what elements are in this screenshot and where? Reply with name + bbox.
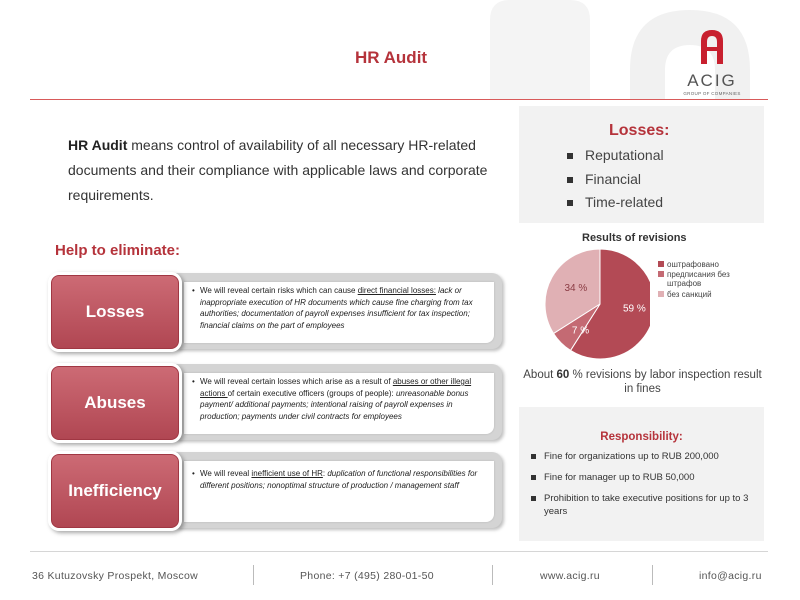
losses-pill-label: Losses (85, 302, 145, 321)
revisions-pie-chart (530, 248, 770, 370)
footer-website-link[interactable]: www.acig.ru (540, 570, 600, 582)
legend-label: предписания без штрафов (667, 270, 730, 288)
abuses-pill-label: Abuses (84, 393, 146, 412)
inefficiency-description-panel (176, 452, 502, 528)
losses-description-lead: We will reveal certain risks which can cause (200, 286, 358, 295)
bullet-icon: • (192, 469, 195, 478)
inefficiency-description-detail: duplication of functional responsibilities for different positions; nonoptimal structure of production / management staff (200, 469, 478, 490)
losses-description-detail: lack or inappropriate execution of HR documents which cause fine charging from tax authorities; documentation of payroll expenses insufficient for tax inspection; financial claims on the part of employees (200, 286, 473, 330)
legend-label: оштрафовано (667, 260, 719, 269)
square-bullet-icon (567, 177, 573, 183)
bullet-icon: • (192, 377, 195, 386)
footer-divider (30, 551, 768, 552)
square-bullet-icon (531, 454, 536, 459)
legend-swatch (658, 261, 664, 267)
footer-separator (253, 565, 254, 585)
company-logo (682, 28, 742, 96)
losses-list-item (567, 144, 664, 168)
inefficiency-pill-label: Inefficiency (68, 481, 162, 500)
responsibility-item (531, 471, 759, 484)
losses-description-panel (176, 273, 502, 349)
responsibility-title: Responsibility: (600, 431, 683, 443)
losses-item-label: Financial (585, 170, 642, 187)
help-row-inefficiency (48, 451, 504, 531)
losses-list-item (567, 191, 664, 215)
revisions-summary (520, 368, 765, 396)
help-row-losses (48, 272, 504, 352)
intro-term: HR Audit (68, 137, 128, 153)
abuses-pill (48, 363, 182, 443)
inefficiency-description-lead: We will reveal (200, 469, 252, 478)
intro-text: means control of availability of all necessary HR-related documents and their compliance with applicable laws and corporate requirements. (68, 137, 488, 203)
legend-label: без санкций (667, 290, 712, 299)
footer-email-link[interactable]: info@acig.ru (699, 570, 762, 582)
responsibility-item-label: Fine for manager up to RUB 50,000 (544, 472, 695, 483)
losses-item-label: Reputational (585, 147, 664, 163)
abuses-description-key: abuses or other illegal actions (200, 377, 472, 398)
losses-list (567, 144, 664, 215)
intro-paragraph (68, 133, 498, 208)
background-arch-graphic (490, 0, 800, 100)
responsibility-item (531, 492, 759, 518)
losses-panel (519, 106, 764, 223)
acig-logo-icon (699, 28, 725, 64)
footer-separator (492, 565, 493, 585)
footer-phone: Phone: +7 (495) 280-01-50 (300, 570, 434, 582)
losses-item-label: Time-related (585, 194, 664, 210)
logo-name: ACIG (687, 71, 737, 90)
chart-title: Results of revisions (582, 232, 687, 244)
bullet-icon: • (192, 286, 195, 295)
square-bullet-icon (531, 496, 536, 501)
inefficiency-pill (48, 451, 182, 531)
pie-slice-label: 59 % (623, 303, 646, 315)
summary-value: 60 (556, 369, 570, 381)
losses-list-item (567, 168, 664, 192)
help-row-abuses (48, 363, 504, 443)
responsibility-list (531, 450, 759, 526)
page-title: HR Audit (355, 48, 428, 67)
abuses-description-panel (176, 364, 502, 440)
square-bullet-icon (567, 200, 573, 206)
responsibility-item-label: Prohibition to take executive positions for up to 3 years (544, 493, 749, 517)
square-bullet-icon (531, 475, 536, 480)
footer-separator (652, 565, 653, 585)
legend-swatch (658, 291, 664, 297)
abuses-description-lead: We will reveal certain losses which arise as a result of (200, 377, 393, 386)
losses-panel-title: Losses: (609, 122, 670, 139)
pie-chart-svg (530, 248, 650, 370)
losses-pill (48, 272, 182, 352)
footer-address: 36 Kutuzovsky Prospekt, Moscow (32, 570, 198, 582)
responsibility-item (531, 450, 759, 463)
responsibility-panel (519, 407, 764, 541)
pie-slice-label: 7 % (571, 325, 590, 337)
pie-slice-label: 34 % (564, 282, 588, 294)
responsibility-item-label: Fine for organizations up to RUB 200,000 (544, 451, 719, 462)
square-bullet-icon (567, 153, 573, 159)
summary-suffix: % revisions by labor inspection result in fines (569, 369, 762, 395)
logo-subtitle: GROUP OF COMPANIES (683, 91, 741, 96)
legend-swatch (658, 271, 664, 277)
inefficiency-description-plain: : (322, 469, 328, 478)
losses-description-key: direct financial losses: (357, 286, 436, 295)
help-heading: Help to eliminate: (55, 242, 181, 259)
header-divider (30, 99, 768, 100)
abuses-description-detail: unreasonable bonus payment/ additional payments; intentional raising of payroll expenses in production; payments under civil contracts for employees (200, 388, 469, 421)
summary-prefix: About (523, 369, 557, 381)
inefficiency-description-key: inefficient use of HR (251, 469, 323, 478)
abuses-description-plain: of certain executive officers (groups of people): (227, 388, 396, 398)
